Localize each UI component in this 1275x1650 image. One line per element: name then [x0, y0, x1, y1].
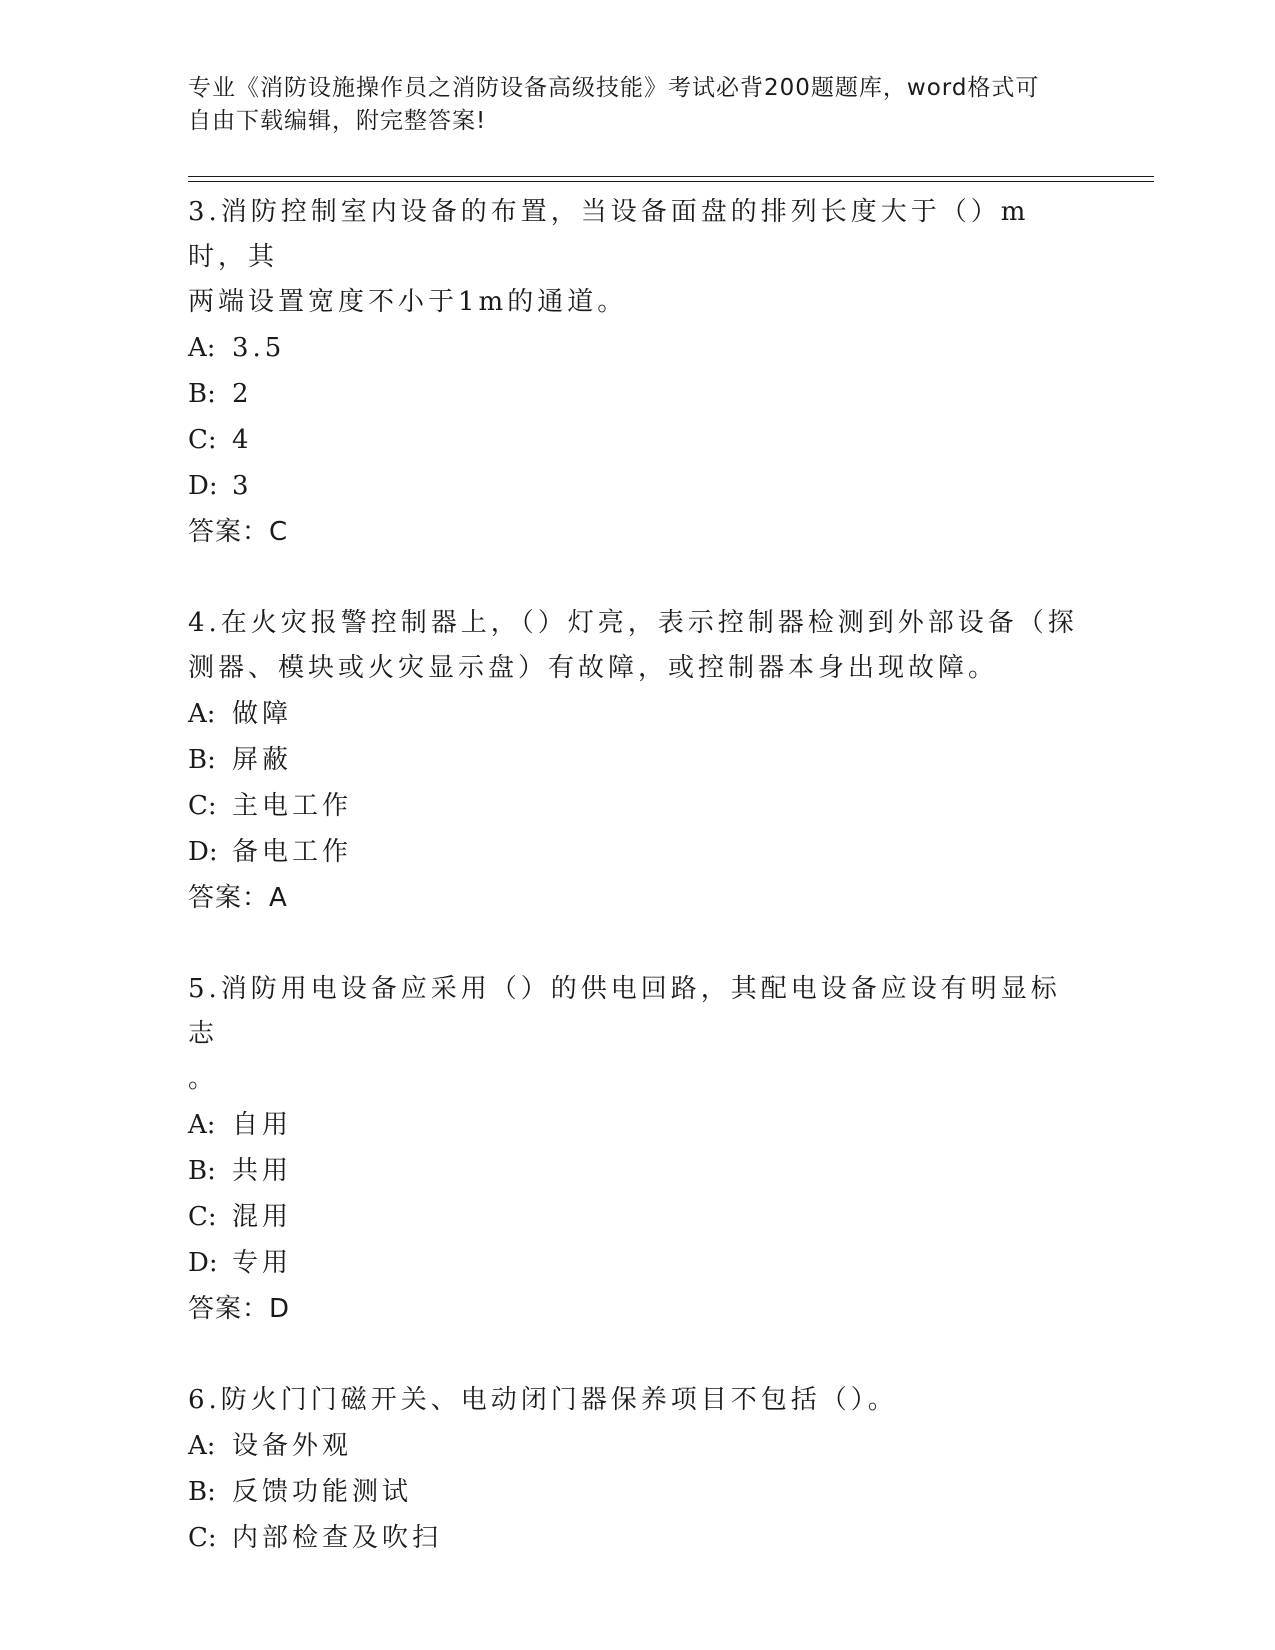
option-key: C:	[188, 425, 217, 455]
question-stem-line-2: 测器、模块或火灾显示盘）有故障，或控制器本身出现故障。	[188, 653, 999, 683]
question-list	[188, 190, 1088, 1607]
question-stem-line-1: 6.防火门门磁开关、电动闭门器保养项目不包括（）。	[188, 1385, 898, 1415]
question-stem	[188, 967, 1088, 1102]
option-text: 屏蔽	[232, 745, 293, 775]
option-b	[188, 371, 1088, 417]
option-key: A:	[188, 333, 216, 363]
question-3	[188, 190, 1088, 555]
option-text: 内部检查及吹扫	[232, 1523, 443, 1553]
question-5	[188, 967, 1088, 1332]
header-title-line-2: 自由下载编辑，附完整答案!	[188, 108, 487, 134]
header-title-line-1: 专业《消防设施操作员之消防设备高级技能》考试必背200题题库，word格式可	[188, 75, 1040, 101]
option-c	[188, 417, 1088, 463]
option-key: A:	[188, 1110, 216, 1140]
option-d	[188, 829, 1088, 875]
option-d	[188, 463, 1088, 509]
option-key: D:	[188, 837, 218, 867]
option-d	[188, 1240, 1088, 1286]
header-divider-bottom	[188, 181, 1154, 182]
option-a	[188, 1423, 1088, 1469]
header-divider-top	[188, 176, 1154, 177]
option-key: C:	[188, 791, 217, 821]
option-a	[188, 1102, 1088, 1148]
question-stem	[188, 1378, 1088, 1423]
question-stem-line-2: 两端设置宽度不小于1m的通道。	[188, 287, 628, 317]
option-key: B:	[188, 1156, 216, 1186]
option-key: A:	[188, 699, 216, 729]
question-stem	[188, 190, 1088, 325]
option-text: 备电工作	[232, 837, 353, 867]
option-c	[188, 1194, 1088, 1240]
question-4	[188, 601, 1088, 921]
option-c	[188, 1515, 1088, 1561]
option-text: 4	[232, 425, 253, 455]
answer-label: 答案：D	[188, 1294, 291, 1324]
option-text: 2	[232, 379, 253, 409]
option-text: 做障	[232, 699, 293, 729]
option-text: 混用	[232, 1202, 293, 1232]
option-key: B:	[188, 379, 216, 409]
option-key: D:	[188, 471, 218, 501]
option-text: 3	[232, 471, 253, 501]
question-stem-line-1: 3.消防控制室内设备的布置，当设备面盘的排列长度大于（）m时，其	[188, 197, 1030, 272]
answer-label: 答案：A	[188, 883, 288, 913]
option-b	[188, 1148, 1088, 1194]
option-a	[188, 691, 1088, 737]
option-c	[188, 783, 1088, 829]
document-header	[188, 72, 1088, 138]
option-key: C:	[188, 1523, 217, 1553]
option-b	[188, 737, 1088, 783]
option-text: 设备外观	[232, 1431, 353, 1461]
option-text: 专用	[232, 1248, 293, 1278]
option-text: 自用	[232, 1110, 293, 1140]
option-key: B:	[188, 1477, 216, 1507]
question-6	[188, 1378, 1088, 1561]
option-key: A:	[188, 1431, 216, 1461]
option-text: 3.5	[232, 333, 286, 363]
question-stem-line-1: 4.在火灾报警控制器上，（）灯亮，表示控制器检测到外部设备（探	[188, 608, 1078, 638]
question-stem	[188, 601, 1088, 691]
option-key: C:	[188, 1202, 217, 1232]
question-stem-line-1: 5.消防用电设备应采用（）的供电回路，其配电设备应设有明显标志	[188, 974, 1061, 1049]
option-text: 主电工作	[232, 791, 353, 821]
option-key: D:	[188, 1248, 218, 1278]
answer-label: 答案：C	[188, 517, 289, 547]
option-text: 反馈功能测试	[232, 1477, 413, 1507]
option-b	[188, 1469, 1088, 1515]
option-key: B:	[188, 745, 216, 775]
question-stem-line-2: 。	[188, 1064, 219, 1094]
option-a	[188, 325, 1088, 371]
option-text: 共用	[232, 1156, 293, 1186]
